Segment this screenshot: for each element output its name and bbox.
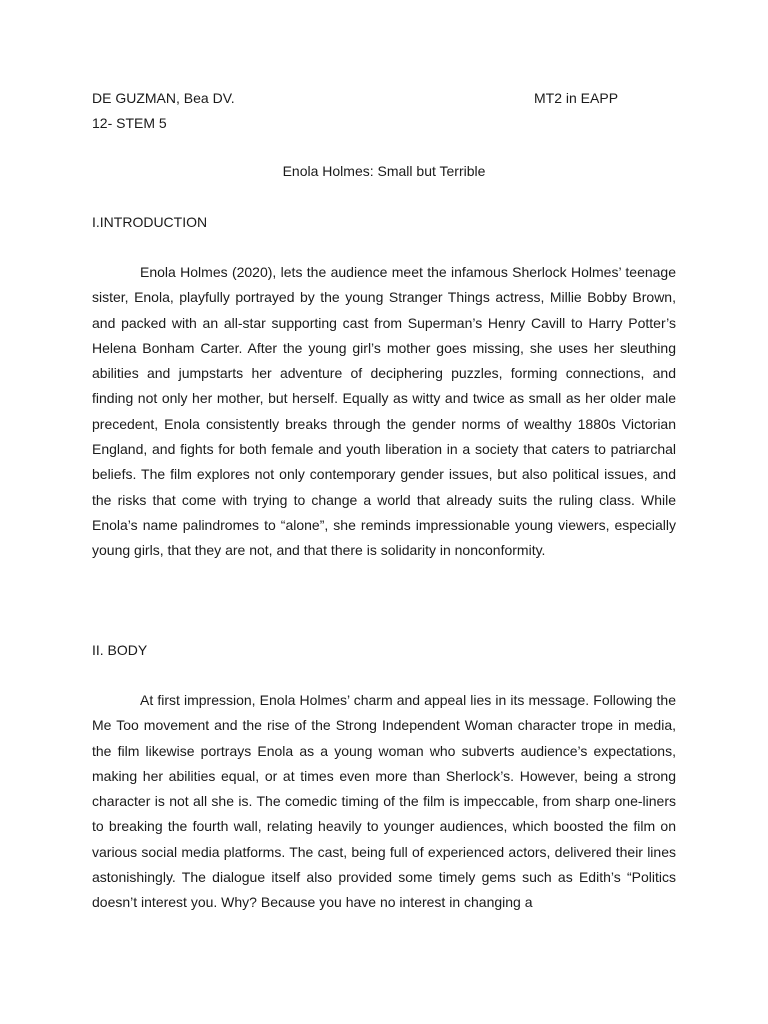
body-heading: II. BODY: [92, 642, 148, 658]
course-label: MT2 in EAPP: [534, 90, 619, 106]
class-section: 12- STEM 5: [92, 115, 167, 131]
introduction-heading: I.INTRODUCTION: [92, 214, 208, 230]
body-paragraph: At first impression, Enola Holmes’ charm and appeal lies in its message. Following the Me Too movement and the rise of the Strong Independent Woman character trope in media, the film likewise portrays Enola as a young woman who subverts audience’s expectations, making her abilities equal, or at times even more than Sherlock’s. However, being a strong character is not all she is. The comedic timing of the film is impeccable, from sharp one-liners to breaking the fourth wall, relating heavily to younger audiences, which boosted the film on various social media platforms. The cast, being full of experienced actors, delivered their lines astonishingly. The dialogue itself also provided some timely gems such as Edith’s “Politics doesn’t interest you. Why? Because you have no interest in changing a: [92, 692, 676, 911]
document-header: [92, 86, 676, 111]
essay-title: Enola Holmes: Small but Terrible: [282, 163, 486, 179]
author-name: DE GUZMAN, Bea DV.: [92, 90, 235, 106]
introduction-paragraph: Enola Holmes (2020), lets the audience meet the infamous Sherlock Holmes’ teenage sister, Enola, playfully portrayed by the young Stranger Things actress, Millie Bobby Brown, and packed with an all-star supporting cast from Superman’s Henry Cavill to Harry Potter’s Helena Bonham Carter. After the young girl’s mother goes missing, she uses her sleuthing abilities and jumpstarts her adventure of deciphering puzzles, forming connections, and finding not only her mother, but herself. Equally as witty and twice as small as her older male precedent, Enola consistently breaks through the gender norms of wealthy 1880s Victorian England, and fights for both female and youth liberation in a society that caters to patriarchal beliefs. The film explores not only contemporary gender issues, but also political issues, and the risks that come with trying to change a world that already suits the ruling class. While Enola’s name palindromes to “alone”, she reminds impressionable young viewers, especially young girls, that they are not, and that there is solidarity in nonconformity.: [92, 264, 676, 559]
